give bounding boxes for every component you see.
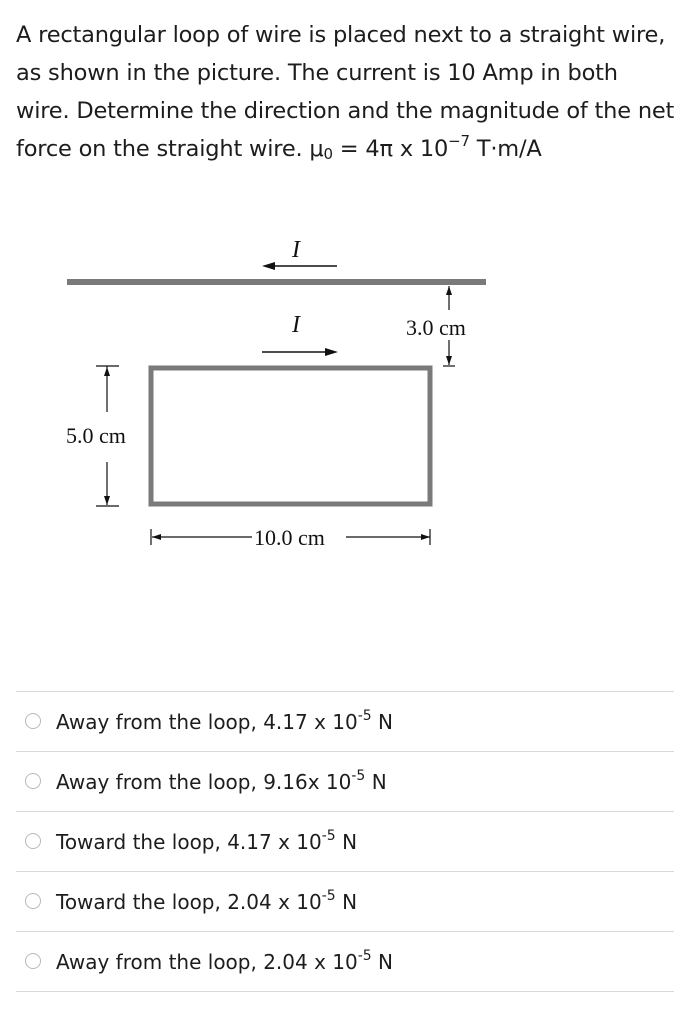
- mu-value: = 4π x 10: [332, 136, 449, 162]
- answer-value: Away from the loop, 4.17 x 10: [56, 710, 358, 734]
- answer-value: Away from the loop, 9.16x 10: [56, 770, 352, 794]
- answer-option-5[interactable]: [16, 931, 674, 992]
- loop-arrowhead: [325, 348, 338, 356]
- answer-option-4[interactable]: [16, 871, 674, 931]
- gap-label: 3.0 cm: [406, 315, 466, 340]
- answer-unit: N: [371, 710, 394, 734]
- height-arrow-up: [104, 367, 110, 376]
- radio-button[interactable]: [25, 893, 41, 909]
- answer-exponent: -5: [357, 708, 372, 724]
- radio-button[interactable]: [25, 713, 41, 729]
- mu-exponent: −7: [448, 132, 470, 150]
- loop-current-label: I: [292, 312, 300, 338]
- answer-list: [16, 691, 674, 992]
- answer-exponent: -5: [351, 768, 366, 784]
- answer-option-3[interactable]: [16, 811, 674, 871]
- height-label: 5.0 cm: [66, 423, 126, 448]
- answer-unit: N: [365, 770, 387, 794]
- width-label: 10.0 cm: [254, 525, 325, 550]
- mu-symbol: μ: [309, 136, 324, 162]
- width-arrow-left: [152, 534, 161, 540]
- gap-arrow-down: [446, 356, 452, 365]
- answer-value: Toward the loop, 4.17 x 10: [56, 830, 322, 854]
- width-arrow-right: [421, 534, 430, 540]
- answer-exponent: -5: [321, 828, 336, 844]
- answer-option-1[interactable]: [16, 691, 674, 751]
- straight-wire-arrowhead: [262, 262, 275, 270]
- answer-label: [56, 948, 393, 976]
- mu-subscript: 0: [323, 145, 333, 163]
- answer-label: [56, 708, 393, 736]
- rectangular-loop: [151, 368, 430, 504]
- straight-wire-current-label: I: [292, 237, 300, 263]
- gap-arrow-up: [446, 286, 452, 295]
- answer-exponent: -5: [321, 888, 336, 904]
- radio-button[interactable]: [25, 773, 41, 789]
- height-arrow-down: [104, 496, 110, 505]
- answer-value: Toward the loop, 2.04 x 10: [56, 890, 322, 914]
- answer-unit: N: [335, 890, 358, 914]
- answer-exponent: -5: [357, 948, 372, 964]
- radio-button[interactable]: [25, 953, 41, 969]
- answer-option-2[interactable]: [16, 751, 674, 811]
- answer-unit: N: [335, 830, 358, 854]
- answer-label: [56, 768, 387, 796]
- question-body: A rectangular loop of wire is placed next to a straight wire, as shown in the picture. The current is 10 Amp in both wire. Determine the direction and the magnitude of the net force on the straight wire.: [16, 22, 675, 162]
- mu-unit: T·m/A: [469, 136, 542, 162]
- answer-label: [56, 888, 357, 916]
- radio-button[interactable]: [25, 833, 41, 849]
- answer-value: Away from the loop, 2.04 x 10: [56, 950, 358, 974]
- answer-label: [56, 828, 357, 856]
- answer-unit: N: [371, 950, 394, 974]
- question-text: [16, 16, 676, 168]
